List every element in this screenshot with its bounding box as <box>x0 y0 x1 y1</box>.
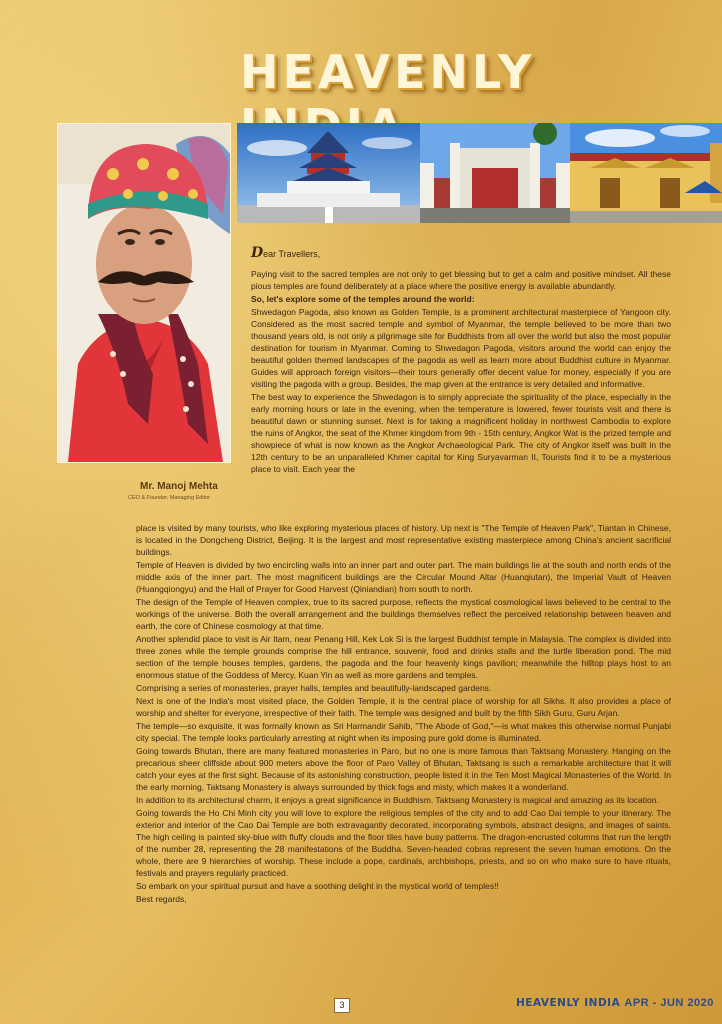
letter-closing: Best regards, <box>136 894 187 904</box>
photo-temple-gate <box>420 123 570 223</box>
masthead-text: HEAVENLY <box>240 45 536 99</box>
letter-paragraph-harmandir-sahib: The temple—so exquisite, it was formally known as Sri Harmandir Sahib, "The Abode of God,"—is what makes this otherwise normal Punjabi city special. The temple looks particularly arresting at night when its imposing pure gold dome is illuminated. <box>136 721 671 743</box>
letter-column-right <box>251 268 671 476</box>
letter-paragraph-shwedagon: Shwedagon Pagoda, also known as Golden Temple, is a prominent architectural masterpiece of Yangoon city. Considered as the most sacred temple and symbol of Myanmar, the temple believed to be more than two thousand years old, is not only a pilgrimage site for Buddhists from all over the world but also the most popular destination for tourism in Myanmar. Coming to Shwedagon Pagoda, visitors around the world can enjoy the beautiful golden themed landscapes of the pagoda as well as learn more about Buddhist culture in Myanmar. Guides will approach foreign visitors—their tours generally offer decent value for money, especially if you are visiting the pagoda with a group. Besides, the map given at the entrance is very detailed and informative. <box>251 307 671 389</box>
letter-paragraph-closing-thought: So embark on your spiritual pursuit and have a soothing delight in the mystical world of temples!! <box>136 881 499 891</box>
letter-paragraph-temple-of-heaven-park: place is visited by many tourists, who like exploring mysterious places of history. Up next is "The Temple of Heaven Park", Tiantan in Chinese, is located in the Dongcheng District, Beijing. It is the largest and most representative existing masterpiece among China's ancient sacrificial buildings. <box>136 523 671 557</box>
masthead-title <box>240 45 680 105</box>
golden-temple-illustration <box>570 123 722 223</box>
letter-paragraph-angkor: The best way to experience the Shwedagon is to simply appreciate the spirituality of the place, especially in the early morning hours or late in the evening, when the temperature is lowered, fewer tourists visit and there is beautiful dawn or stunning sunset. Next is for taking a magnificent holiday in northwest Cambodia to explore the ruins of Angkor, the seat of the Khmer kingdom from 9th - 15th century, Angkor Wat is the prized temple and showpiece of what is now known as the Angkor Archaeological Park. The city of Angkor itself was built in the 12th century to be an unparalleled Khmer capital for King Suryavarman II, Tourists find it to be a mysterious place to visit. Each year the <box>251 392 671 474</box>
letter-paragraph-monasteries: Comprising a series of monasteries, prayer halls, temples and beautifully-landscaped gardens. <box>136 683 492 693</box>
letter-intro: Paying visit to the sacred temples are not only to get blessing but to get a calm and positive mindset. All these pious temples are found deliberately at a place where the positive energy is available abundantly. <box>251 269 671 291</box>
page-number: 3 <box>334 998 350 1013</box>
salutation-text: ear Travellers, <box>263 249 321 259</box>
portrait-illustration <box>58 124 230 462</box>
letter-paragraph-temple-of-heaven-walls: Temple of Heaven is divided by two encircling walls into an inner part and outer part. The main buildings lie at the south and north ends of the middle axis of the inner part. The most magnificent buildings are the Circular Mound Altar (Huanqiutan), the Imperial Vault of Heaven (Huangqiongyu) and the Hall of Prayer for Good Harvest (Qiniandian) from south to north. <box>136 560 671 594</box>
temple-gate-illustration <box>420 123 570 223</box>
author-name: Mr. Manoj Mehta <box>140 481 218 492</box>
footer-magazine <box>516 997 714 1009</box>
temple-of-heaven-illustration <box>237 123 420 223</box>
letter-heading: So, let's explore some of the temples around the world: <box>251 294 475 304</box>
temple-photo-strip <box>237 123 722 223</box>
letter-paragraph-taktsang: Going towards Bhutan, there are many featured monasteries in Paro, but no one is more famous than Taktsang Monastery. Hanging on the precarious sheer cliffside about 900 meters above the floor of Paro Valley of Bhutan, Taktsang is such a remarkable architecture that it will catch your eyes at the first sight. Because of its astonishing construction, people listed it in the Ten Most Magical Monasteries of the World. In the early morning, Taktsang Monastery is always surrounded by thick fogs and misty, which makes it a wonderland. <box>136 746 671 792</box>
letter-paragraph-cao-dai: Going towards the Ho Chi Minh city you will love to explore the religious temples of the city and to add Cao Dai temple to your itinerary. The exterior and interior of the Cao Dai Temple are both extravagantly decorated, incorporating symbols, abstract designs, and images of saints. The high ceiling is painted sky-blue with fluffy clouds and the floor tiles have busy patterns. The dragon-encrusted columns that run the length of the number 28, representing the 28 manifestations of the Buddha. Seven-headed cobras represent the seven human emotions. On the whole, there are 9 hierarchies of worship. These include a pope, cardinals, archbishops, priests, and so on who make sure to have rituals, festivals and prayers regularly practiced. <box>136 808 671 878</box>
salutation <box>251 245 320 261</box>
photo-golden-temple <box>570 123 722 223</box>
letter-column-full <box>136 522 671 906</box>
footer-issue: APR - JUN 2020 <box>624 997 714 1009</box>
salutation-dropcap: D <box>251 245 264 261</box>
letter-paragraph-temple-of-heaven-design: The design of the Temple of Heaven complex, true to its sacred purpose, reflects the mystical cosmological laws believed to be central to the workings of the universe. Both the overall arrangement and the buildings themselves reflect the perceived relationship between heaven and earth, the core of Chinese cosmology at that time. <box>136 597 671 631</box>
author-role: CEO & Founder, Managing Editor <box>128 495 210 501</box>
letter-paragraph-taktsang-significance: In addition to its architectural charm, it enjoys a great significance in Buddhism. Taktsang Monastery is magical and amazing as its location. <box>136 795 659 805</box>
footer-magazine-title: HEAVENLY INDIA <box>516 997 621 1009</box>
letter-paragraph-golden-temple: Next is one of the India's most visited place, the Golden Temple, it is the central place of worship for all Sikhs. It also provides a place of worship and shelter for everyone, irrespective of their faith. The temple was designed and built by the fifth Sikh Guru, Guru Arjan. <box>136 696 671 718</box>
photo-temple-of-heaven <box>237 123 420 223</box>
author-portrait <box>57 123 231 463</box>
letter-paragraph-kek-lok-si: Another splendid place to visit is Air Itam, near Penang Hill, Kek Lok Si is the largest Buddhist temple in Malaysia. The complex is divided into three zones while the temple grounds comprise the hill entrance, souvenir, food and drinks stalls and the turtle liberation pond. The mid section of the temple houses temples, gardens, the pagoda and the four heavenly kings pavilion; meanwhile the hilltop plays host to an enormous statue of the Goddess of Mercy, Kuan Yin as well as more gardens and temples. <box>136 634 671 680</box>
